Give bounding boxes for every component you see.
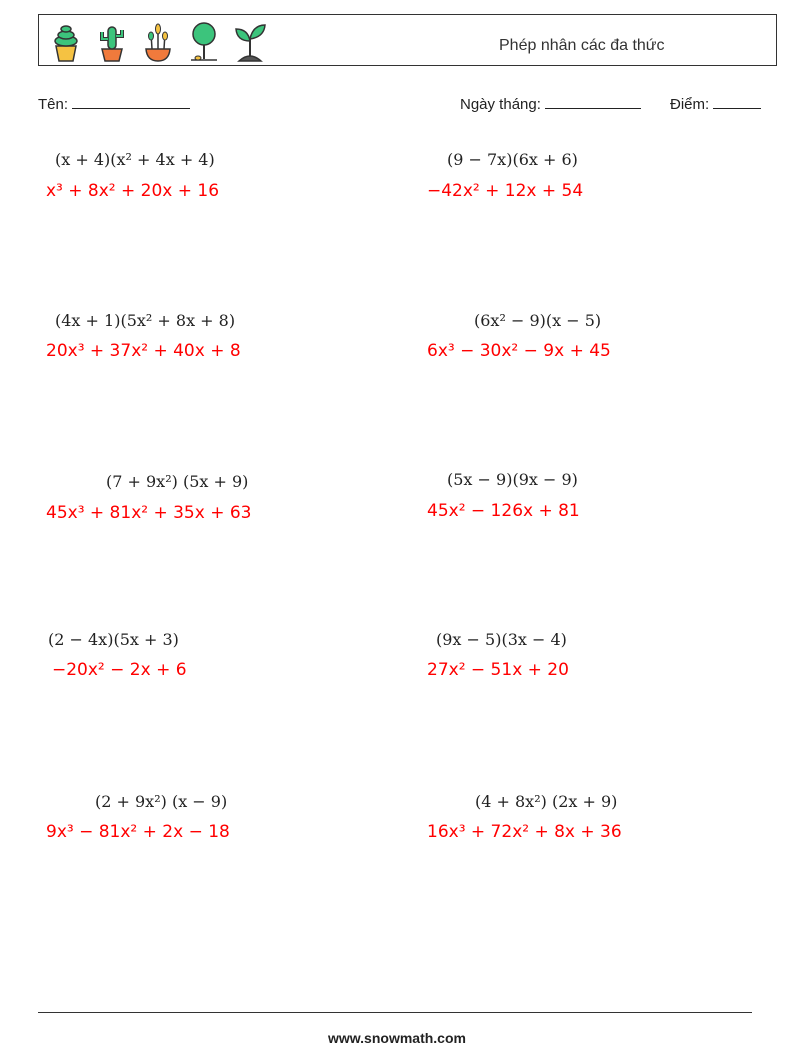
problem-3: (4x + 1)(5x² + 8x + 8)	[55, 311, 236, 330]
problem-6: (5x − 9)(9x − 9)	[447, 470, 578, 489]
name-field	[38, 94, 190, 113]
problem-1: (x + 4)(x² + 4x + 4)	[55, 150, 215, 169]
header-icons	[47, 19, 269, 63]
problem-9: (2 + 9x²) (x − 9)	[95, 792, 228, 811]
answer-3: 20x³ + 37x² + 40x + 8	[46, 341, 241, 361]
problem-7: (2 − 4x)(5x + 3)	[48, 630, 179, 649]
name-blank[interactable]	[72, 94, 190, 109]
answer-2: −42x² + 12x + 54	[427, 181, 584, 201]
page-title: Phép nhân các đa thức	[499, 37, 665, 54]
score-field	[670, 94, 761, 113]
answer-4: 6x³ − 30x² − 9x + 45	[427, 341, 611, 361]
answer-9: 9x³ − 81x² + 2x − 18	[46, 822, 230, 842]
answer-5: 45x³ + 81x² + 35x + 63	[46, 503, 252, 523]
cactus-pot-icon	[93, 19, 131, 63]
footer-url[interactable]: www.snowmath.com	[328, 1030, 466, 1046]
score-blank[interactable]	[713, 94, 761, 109]
answer-8: 27x² − 51x + 20	[427, 660, 569, 680]
sprout-icon	[231, 19, 269, 63]
problem-2: (9 − 7x)(6x + 6)	[447, 150, 578, 169]
problem-10: (4 + 8x²) (2x + 9)	[475, 792, 618, 811]
date-blank[interactable]	[545, 94, 641, 109]
answer-10: 16x³ + 72x² + 8x + 36	[427, 822, 622, 842]
score-label: Điểm:	[670, 96, 710, 113]
header-box	[38, 14, 777, 66]
problem-4: (6x² − 9)(x − 5)	[474, 311, 602, 330]
footer-divider	[38, 1012, 752, 1013]
date-label: Ngày tháng:	[460, 96, 541, 113]
problem-5: (7 + 9x²) (5x + 9)	[106, 472, 249, 491]
answer-7: −20x² − 2x + 6	[52, 660, 187, 680]
answer-6: 45x² − 126x + 81	[427, 501, 580, 521]
round-tree-icon	[185, 19, 223, 63]
answer-1: x³ + 8x² + 20x + 16	[46, 181, 220, 201]
problem-8: (9x − 5)(3x − 4)	[436, 630, 567, 649]
wheat-pot-icon	[139, 19, 177, 63]
succulent-pot-icon	[47, 19, 85, 63]
date-field	[460, 94, 641, 113]
name-label: Tên:	[38, 96, 69, 113]
